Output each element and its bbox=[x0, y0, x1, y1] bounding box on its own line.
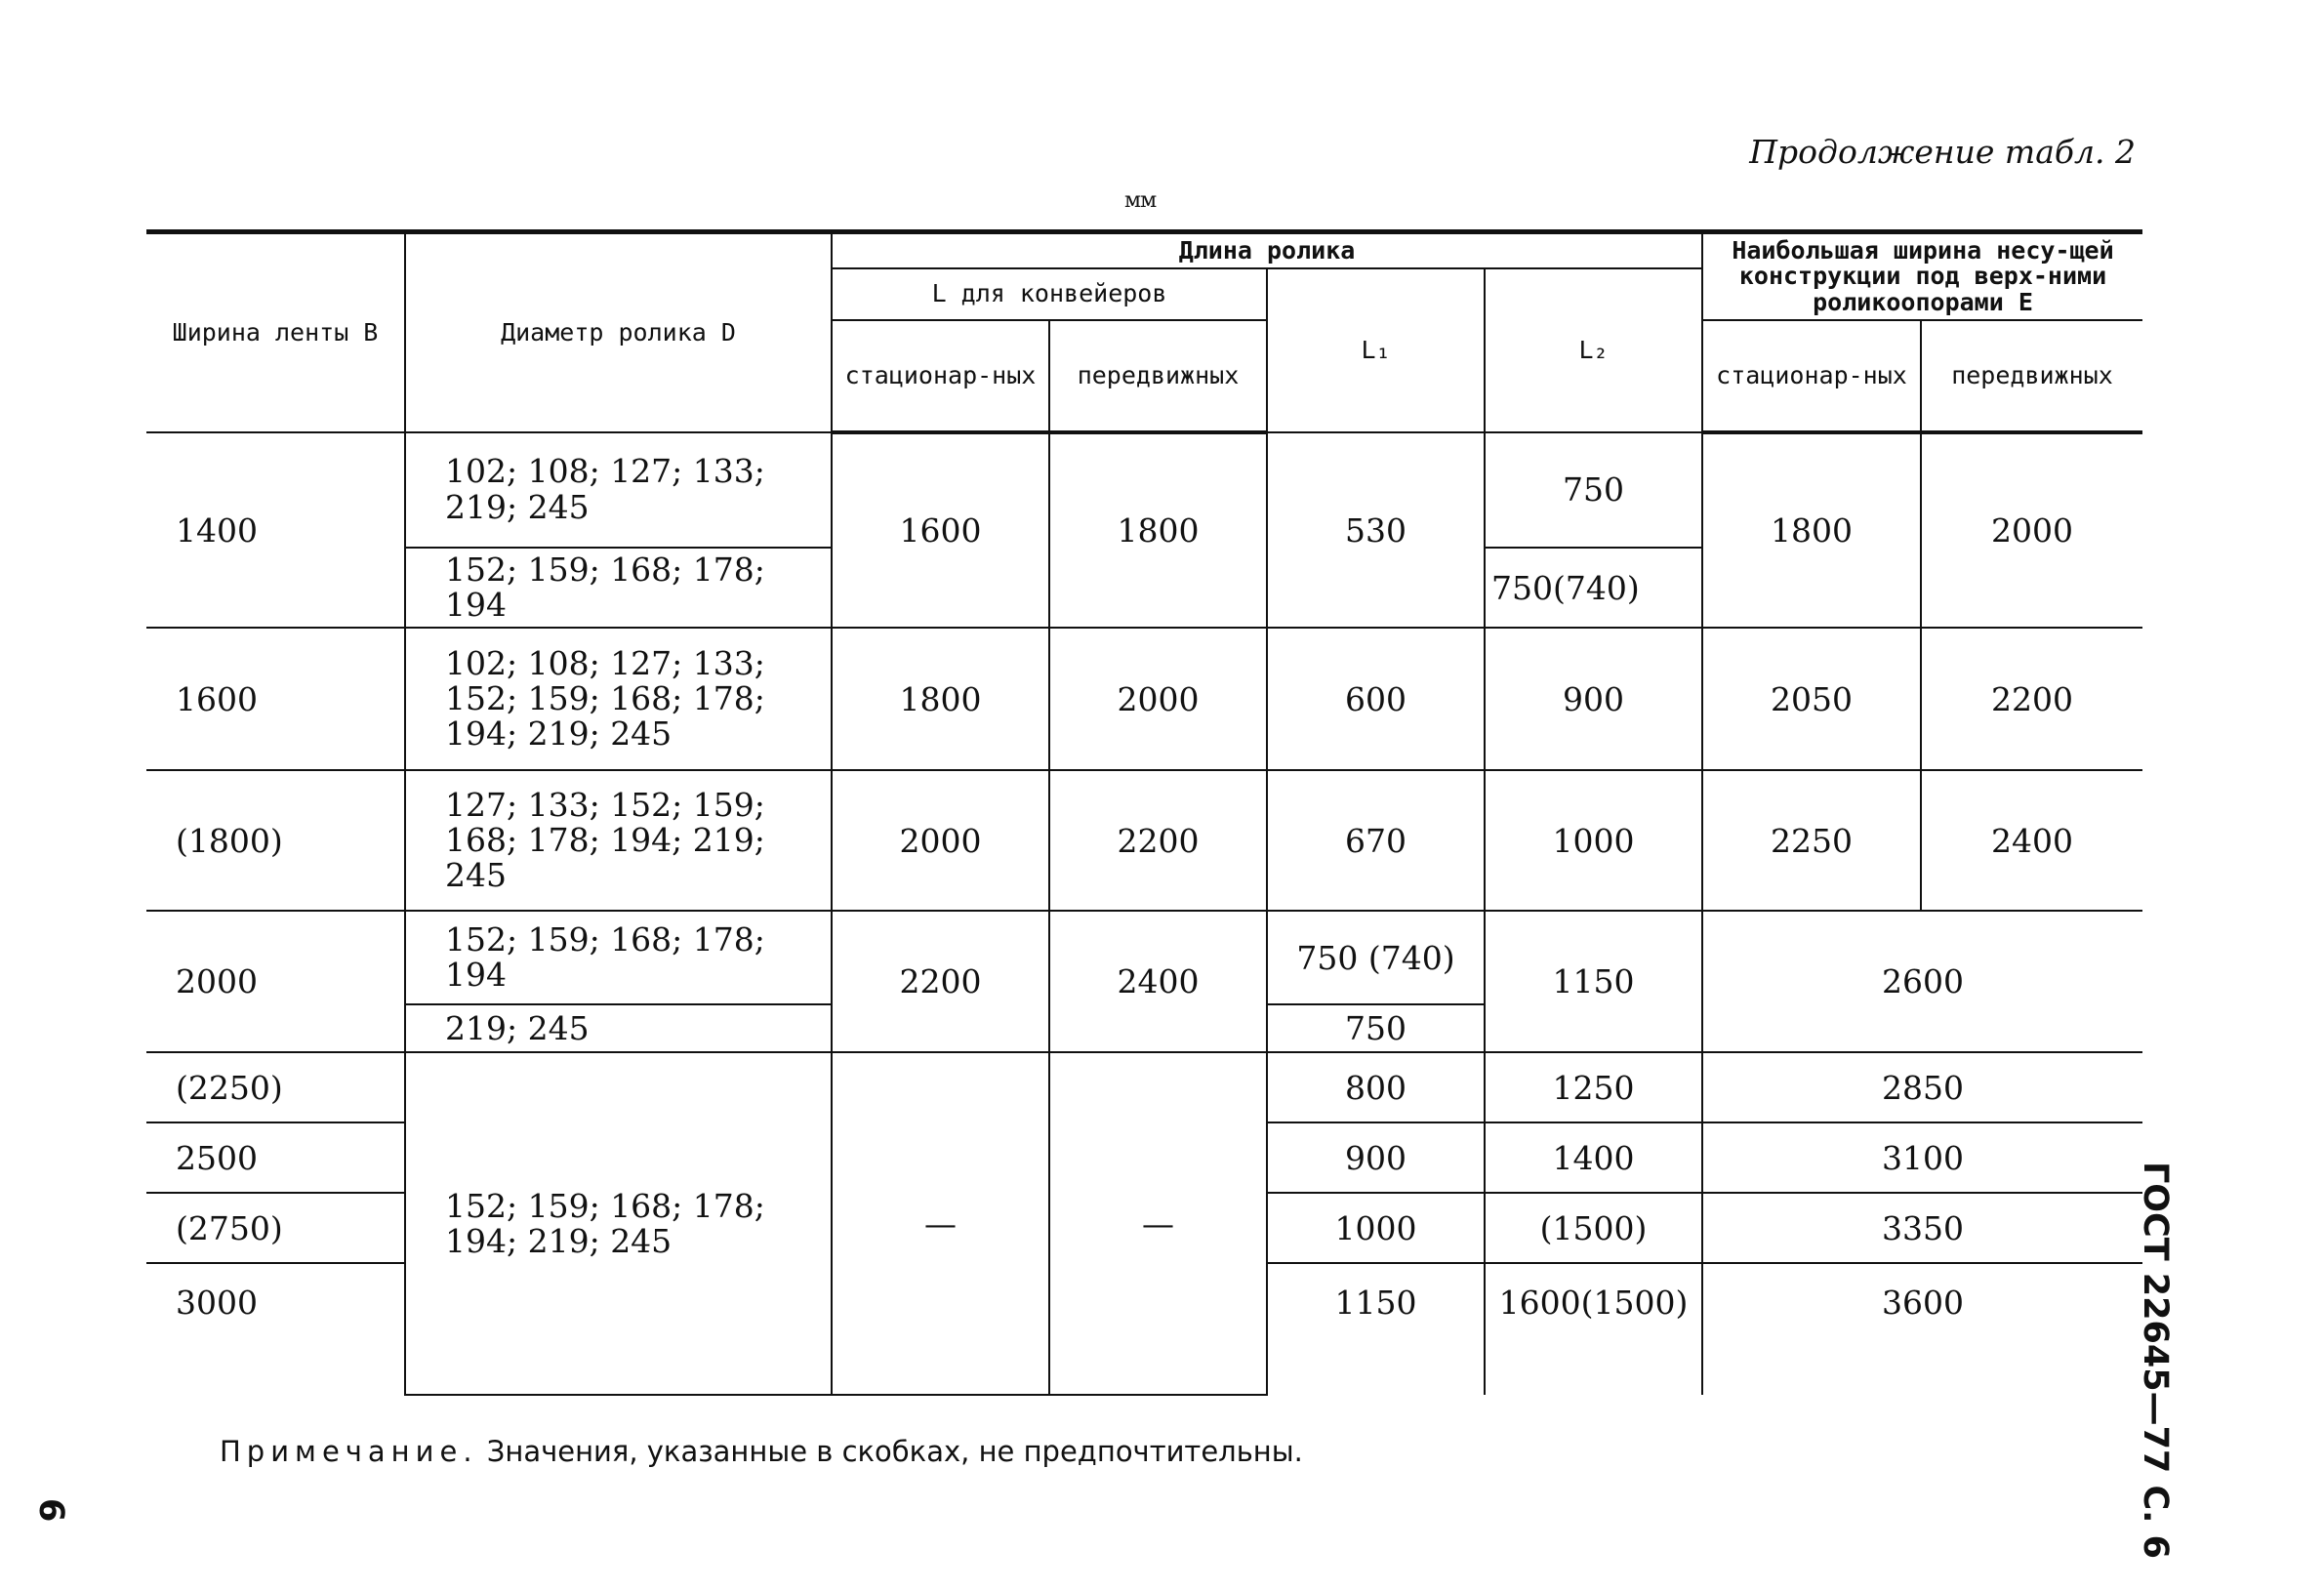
belt-width-cell: (1800) bbox=[146, 770, 405, 911]
belt-width-cell: 2500 bbox=[146, 1122, 405, 1193]
e-merged-cell: 3100 bbox=[1702, 1122, 2142, 1193]
header-stationary: стационар-ных bbox=[832, 320, 1049, 432]
l2-cell: 900 bbox=[1485, 628, 1702, 770]
l1-cell: 600 bbox=[1267, 628, 1485, 770]
length-mobile-cell: 2200 bbox=[1049, 770, 1267, 911]
note-text: Значения, указанные в скобках, не предпочтительны. bbox=[486, 1435, 1303, 1468]
header-l2: L₂ bbox=[1485, 268, 1702, 432]
header-l1: L₁ bbox=[1267, 268, 1485, 432]
header-mobile: передвижных bbox=[1049, 320, 1267, 432]
header-e-stationary: стационар-ных bbox=[1702, 320, 1921, 432]
table-row bbox=[146, 432, 2142, 548]
l2-cell: 750(740) bbox=[1485, 548, 1702, 629]
l2-cell: (1500) bbox=[1485, 1193, 1702, 1263]
length-mobile-cell: — bbox=[1049, 1052, 1267, 1395]
diameter-cell: 102; 108; 127; 133; 219; 245 bbox=[405, 432, 832, 548]
e-mobile-cell: 2200 bbox=[1921, 628, 2142, 770]
length-stationary-cell: 1600 bbox=[832, 432, 1049, 629]
header-roller-diameter: Диаметр ролика D bbox=[405, 232, 832, 432]
diameter-cell: 152; 159; 168; 178; 194 bbox=[405, 911, 832, 1004]
table-row bbox=[146, 628, 2142, 770]
header-e-mobile: передвижных bbox=[1921, 320, 2142, 432]
roller-table bbox=[146, 229, 2142, 1396]
belt-width-cell: 1600 bbox=[146, 628, 405, 770]
e-stationary-cell: 1800 bbox=[1702, 432, 1921, 629]
diameter-cell: 127; 133; 152; 159; 168; 178; 194; 219; 245 bbox=[405, 770, 832, 911]
l2-cell: 1600(1500) bbox=[1485, 1263, 1702, 1395]
length-mobile-cell: 1800 bbox=[1049, 432, 1267, 629]
l1-cell: 800 bbox=[1267, 1052, 1485, 1122]
header-l-for-conveyors: L для конвейеров bbox=[832, 268, 1267, 320]
l1-cell: 670 bbox=[1267, 770, 1485, 911]
length-stationary-cell: 2000 bbox=[832, 770, 1049, 911]
length-stationary-cell: 2200 bbox=[832, 911, 1049, 1052]
header-max-width: Наибольшая ширина несу-щей конструкции под верх-ними роликоопорами E bbox=[1702, 232, 2142, 320]
e-mobile-cell: 2400 bbox=[1921, 770, 2142, 911]
belt-width-cell: 3000 bbox=[146, 1263, 405, 1395]
belt-width-cell: 1400 bbox=[146, 432, 405, 629]
l1-cell: 900 bbox=[1267, 1122, 1485, 1193]
e-merged-cell: 3350 bbox=[1702, 1193, 2142, 1263]
diameter-cell: 152; 159; 168; 178; 194; 219; 245 bbox=[405, 1052, 832, 1395]
table-row bbox=[146, 911, 2142, 1004]
units-label: мм bbox=[1124, 188, 1157, 213]
l1-cell: 750 bbox=[1267, 1004, 1485, 1052]
length-mobile-cell: 2000 bbox=[1049, 628, 1267, 770]
length-stationary-cell: — bbox=[832, 1052, 1049, 1395]
table-row bbox=[146, 770, 2142, 911]
table-row bbox=[146, 1052, 2142, 1122]
header-roller-length: Длина ролика bbox=[832, 232, 1702, 269]
standard-side-label: ГОСТ 22645—77 С. 6 bbox=[2136, 1162, 2175, 1559]
length-mobile-cell: 2400 bbox=[1049, 911, 1267, 1052]
diameter-cell: 219; 245 bbox=[405, 1004, 832, 1052]
table-note bbox=[220, 1435, 1303, 1468]
note-label: Примечание. bbox=[220, 1435, 478, 1468]
l1-cell: 750 (740) bbox=[1267, 911, 1485, 1004]
header-belt-width: Ширина ленты B bbox=[146, 232, 405, 432]
e-merged-cell: 2850 bbox=[1702, 1052, 2142, 1122]
l2-cell: 1000 bbox=[1485, 770, 1702, 911]
e-merged-cell: 2600 bbox=[1702, 911, 2142, 1052]
l1-cell: 530 bbox=[1267, 432, 1485, 629]
l1-cell: 1000 bbox=[1267, 1193, 1485, 1263]
length-stationary-cell: 1800 bbox=[832, 628, 1049, 770]
l2-cell: 1150 bbox=[1485, 911, 1702, 1052]
e-stationary-cell: 2050 bbox=[1702, 628, 1921, 770]
diameter-cell: 102; 108; 127; 133; 152; 159; 168; 178; 194; 219; 245 bbox=[405, 628, 832, 770]
l2-cell: 750 bbox=[1485, 432, 1702, 548]
l2-cell: 1250 bbox=[1485, 1052, 1702, 1122]
belt-width-cell: 2000 bbox=[146, 911, 405, 1052]
l1-cell: 1150 bbox=[1267, 1263, 1485, 1395]
e-mobile-cell: 2000 bbox=[1921, 432, 2142, 629]
e-stationary-cell: 2250 bbox=[1702, 770, 1921, 911]
belt-width-cell: (2250) bbox=[146, 1052, 405, 1122]
belt-width-cell: (2750) bbox=[146, 1193, 405, 1263]
l2-cell: 1400 bbox=[1485, 1122, 1702, 1193]
table-caption: Продолжение табл. 2 bbox=[1749, 133, 2136, 171]
e-merged-cell: 3600 bbox=[1702, 1263, 2142, 1395]
page-number: 6 bbox=[31, 1498, 70, 1523]
diameter-cell: 152; 159; 168; 178; 194 bbox=[405, 548, 832, 629]
